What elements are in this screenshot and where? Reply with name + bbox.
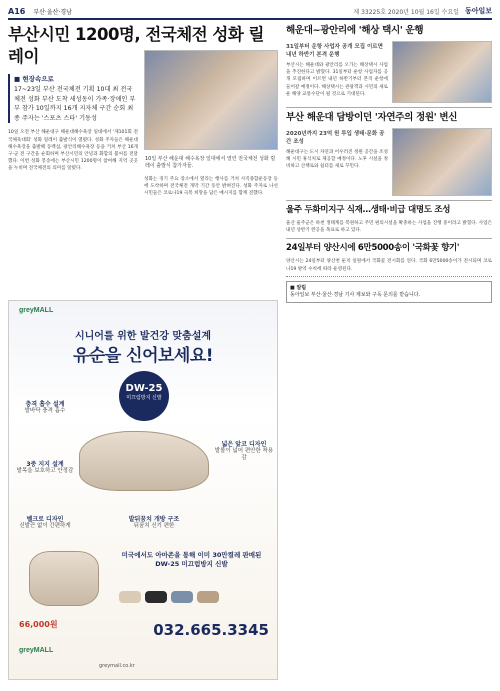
ad-cta: 미국에서도 아마존을 통해 이미 30만켤레 판매된 DW-25 미끄럼방지 신발 xyxy=(121,551,262,568)
feature-2 xyxy=(15,461,75,475)
feature-5-title: 발뒤꿈치 개방 구조 xyxy=(128,516,180,523)
shoe-image xyxy=(79,431,209,491)
feature-1-title: 충격 흡수 설계 xyxy=(25,401,65,408)
feature-4-title: 넓은 앞코 디자인 xyxy=(221,441,267,448)
feature-3-title: 벨크로 디자인 xyxy=(26,516,64,523)
article-1-photo xyxy=(392,41,492,103)
notice-title: ■ 알림 xyxy=(290,284,307,291)
feature-4-desc: 발볼이 넓어 편안한 착용감 xyxy=(214,448,274,461)
color-swatches xyxy=(119,591,219,603)
article-2-headline: 부산 해운대 담방이던 '자연주의 정원' 변신 xyxy=(286,112,458,123)
article-3-headline: 울주 두화미지구 식재…생태·비급 대명도 조성 xyxy=(286,205,451,215)
model-badge xyxy=(119,371,169,421)
page-number: A16 xyxy=(8,6,26,16)
right-column xyxy=(286,24,492,303)
lead-summary xyxy=(8,74,138,123)
issue-meta: 제 33225호 2020년 10월 16일 수요일 xyxy=(353,8,459,16)
article-3-body: 울산 울주군은 하천 생태계를 복원하고 주민 편의시설을 확충하는 사업을 진행 중이라고 밝혔다. 사업은 내년 상반기 완공을 목표로 하고 있다. xyxy=(286,221,492,234)
feature-2-desc: 발목을 보호하고 안정감 xyxy=(16,468,74,474)
feature-4 xyxy=(213,441,275,462)
article-4-headline: 24일부터 양산시에 6만5000송이 '국화꽃 향기' xyxy=(286,243,460,254)
article-2-body: 해운대구는 도시 자연과 어우러진 정원 공간을 조성해 시민 휴식처로 제공할 예정이다. 노후 시설을 정비하고 산책로와 쉼터를 새로 꾸민다. xyxy=(286,150,388,170)
ad-logo: greyMALL xyxy=(19,307,54,314)
article-1-sub: 31일부터 운항 사업자 공개 모집 이르면 내년 하반기 본격 운행 xyxy=(286,44,383,58)
article-1-headline: 해운대~광안리에 '해상 택시' 운행 xyxy=(286,25,424,36)
ad-url[interactable]: greymall.co.kr xyxy=(99,663,135,669)
swatch-brown[interactable] xyxy=(197,591,219,603)
feature-5 xyxy=(119,516,189,530)
lead-kicker: ■ 현장속으로 xyxy=(14,75,54,83)
lead-summary-text: 17~23일 부산 전국체전 기획 10대 최 전국체전 성화 부산 도착 세성동이 가족·장애인 부부 참가 10일까지 16개 지자체 구간 순회 최종 주자는 '스포츠 스타' 기동성 xyxy=(14,86,136,122)
article-2-sub: 2020년까지 23억 원 투입 생태·문화 공간 조성 xyxy=(286,131,385,145)
lead-photo xyxy=(144,50,278,169)
feature-1 xyxy=(15,401,75,415)
section-name: 부산·울산·경남 xyxy=(33,8,72,16)
model-name: DW-25 xyxy=(125,383,163,394)
swatch-blue[interactable] xyxy=(171,591,193,603)
article-2-photo xyxy=(392,128,492,196)
notice-text: 동아일보 부산·울산·경남 기사 제보와 구독 문의를 받습니다. xyxy=(290,291,421,298)
feature-3-desc: 신발끈 없이 간편하게 xyxy=(19,523,71,529)
swatch-black[interactable] xyxy=(145,591,167,603)
article-4-body: 양산시는 24일부터 양산천 둔치 일원에서 국화꽃 전시회를 연다. 국화 6만5000송이가 전시되며 코로나19 방역 수칙에 따라 운영된다. xyxy=(286,259,492,272)
ad-copy-line2: 유순을 신어보세요! xyxy=(72,346,214,366)
ad-copy-line1: 시니어를 위한 발건강 맞춤설계 xyxy=(74,331,212,342)
article-1-body: 부산시는 해운대와 광안리를 오가는 해상택시 사업을 추진한다고 밝혔다. 31일부터 운항 사업자를 공개 모집하며 이르면 내년 하반기부터 본격 운항에 들어갈 예정이다. 해상택시는 관광객과 시민의 새로운 해양 교통수단이 될 것으로 기대된다. xyxy=(286,63,388,97)
advertisement[interactable] xyxy=(8,300,278,680)
ad-phone[interactable]: 032.665.3345 xyxy=(153,621,269,639)
feature-2-title: 3중 지지 설계 xyxy=(26,461,64,468)
page-header xyxy=(8,4,492,20)
ad-footer-logo: greyMALL xyxy=(19,647,54,654)
lead-body: 10일 오전 부산 해운대구 해운대해수욕장 일대에서 '제101회 전국체육대회' 성화 릴레이 출발식이 열렸다. 성화 주자들은 해운대해수욕장을 출발해 동백섬, 광안리해수욕장 등을 거쳐 부산 16개 구·군 전 구간을 순회하며 부산시민의 안녕과 화합의 불씨를 전달했다. 이번 성화 봉송에는 부산시민 1200명이 참여해 지역 곳곳을 누비며 전국체전의 의미를 알렸다. xyxy=(8,130,138,172)
lead-headline: 부산시민 1200명, 전국체전 성화 릴레이 xyxy=(8,25,264,66)
newspaper-logo: 동아일보 xyxy=(464,6,492,15)
ad-price: 66,000원 xyxy=(19,620,58,629)
feature-5-desc: 뒤꿈치 신기 편한 xyxy=(133,523,175,529)
lead-body-continued: 성화는 경기 주요 장소에서 열리는 행사를 거쳐 사직종합운동장 등에 도착하며 전국체전 개막 기간 동안 밝혀진다. 성화 주자로 나선 시민들은 코로나19 극복 희망을 담은 메시지를 함께 전했다. xyxy=(144,177,278,197)
feature-1-desc: 발바닥 충격 흡수 xyxy=(24,408,66,414)
model-sub: 미끄럼방지 신발 xyxy=(126,395,162,401)
shoe-diagram xyxy=(29,551,99,606)
swatch-beige[interactable] xyxy=(119,591,141,603)
notice-box xyxy=(286,281,492,303)
feature-3 xyxy=(15,516,75,530)
lead-photo-caption: 10일 부산 해운대 해수욕장 일대에서 열린 전국체전 성화 릴레이 출발식 참가자들. xyxy=(145,156,276,169)
